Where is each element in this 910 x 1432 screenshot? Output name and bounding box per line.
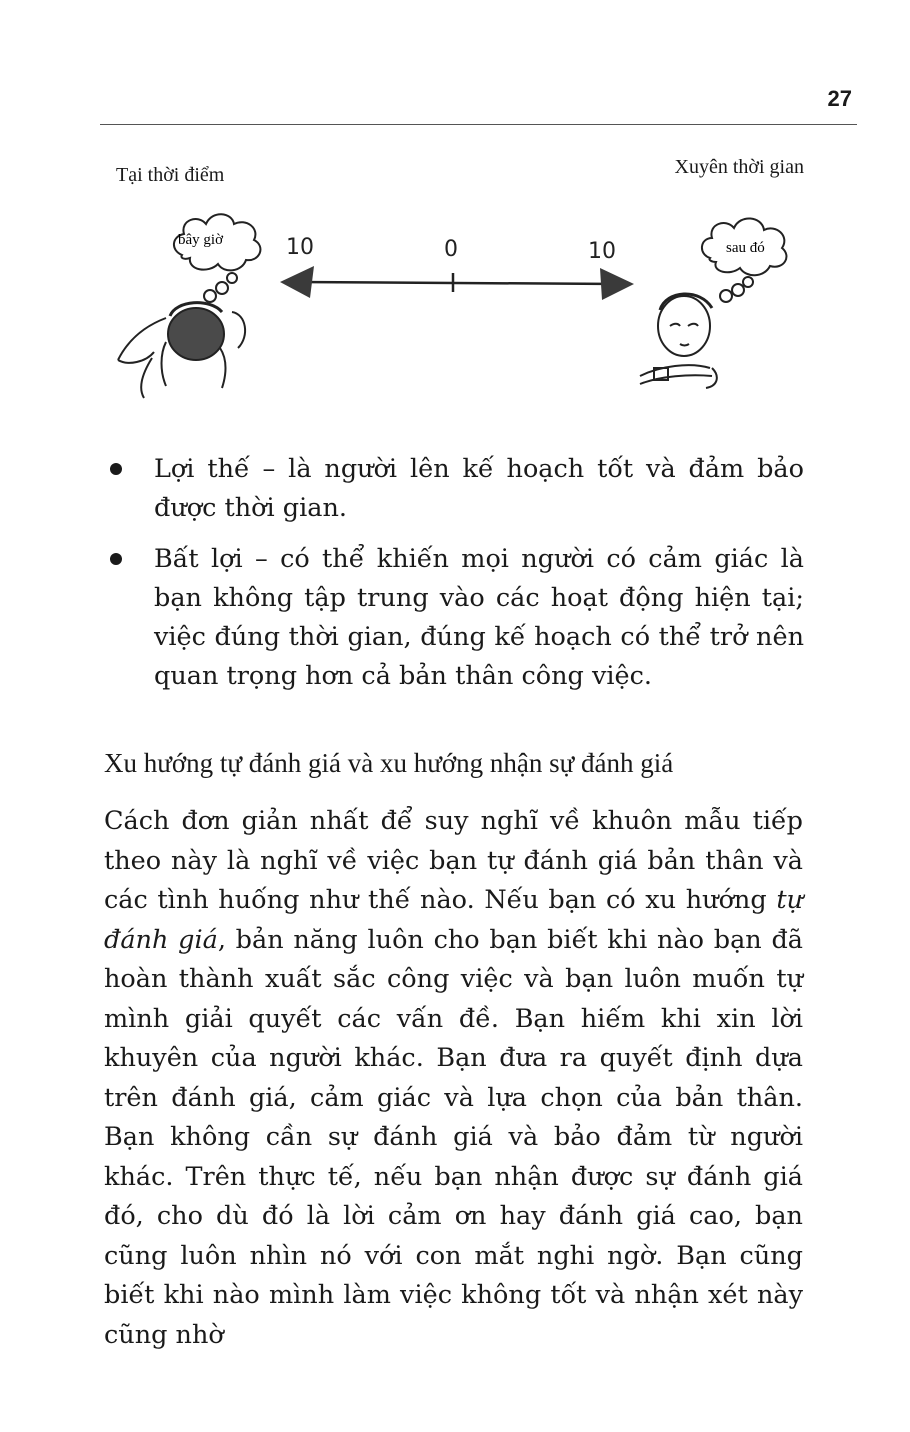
- bullet-text: Bất lợi – có thể khiến mọi người có cảm giác là bạn không tập trung vào các hoạt động hiện tại; việc đúng thời gian, đúng kế hoạch có thể trở nên quan trọng hơn cả bản thân công việc.: [154, 544, 804, 691]
- thought-now: bây giờ: [178, 232, 224, 248]
- scale-label-left: 10: [286, 235, 314, 260]
- bullet-dot: [110, 553, 122, 565]
- scale-label-center: 0: [444, 237, 458, 262]
- paragraph-text-start: Cách đơn giản nhất để suy nghĩ về khuôn mẫu tiếp theo này là nghĩ về việc bạn tự đánh giá bản thân và các tình huống như thế nào. Nếu bạn có xu hướng: [104, 806, 803, 915]
- page-number: 27: [827, 86, 852, 111]
- relaxed-person-drawing: [118, 303, 245, 398]
- bullet-item: [104, 540, 804, 696]
- header-rule: [100, 124, 857, 125]
- bullet-list: [104, 450, 804, 708]
- bullet-dot: [110, 463, 122, 475]
- right-thought-cloud: [702, 218, 787, 302]
- timeline-illustration: [100, 140, 820, 410]
- thought-later: sau đó: [726, 240, 765, 256]
- label-in-time: Tại thời điểm: [116, 164, 225, 186]
- time-scale-arrow: [296, 273, 620, 292]
- body-paragraph: [104, 802, 803, 1355]
- bullet-text: Lợi thế – là người lên kế hoạch tốt và đảm bảo được thời gian.: [154, 454, 804, 523]
- arrowhead-right: [600, 268, 634, 300]
- paragraph-text-end: , bản năng luôn cho bạn biết khi nào bạn đã hoàn thành xuất sắc công việc và bạn luôn muốn tự mình giải quyết các vấn đề. Bạn hiếm khi xin lời khuyên của người khác. Bạn đưa ra quyết định dựa trên đánh giá, cảm giác và lựa chọn của bản thân. Bạn không cần sự đánh giá và bảo đảm từ người khác. Trên thực tế, nếu bạn nhận được sự đánh giá đó, cho dù đó là lời cảm ơn hay đánh giá cao, bạn cũng luôn nhìn nó với con mắt nghi ngờ. Bạn cũng biết khi nào mình làm việc không tốt và nhận xét này cũng nhờ: [104, 924, 803, 1350]
- paragraph-italic-term: tự đánh giá: [104, 885, 803, 955]
- label-through-time: Xuyên thời gian: [674, 156, 804, 178]
- left-thought-cloud: [174, 214, 260, 302]
- arrowhead-left: [280, 266, 314, 298]
- watch-checking-person-drawing: [640, 294, 717, 388]
- section-heading: Xu hướng tự đánh giá và xu hướng nhận sự đánh giá: [104, 748, 674, 778]
- scale-label-right: 10: [588, 239, 616, 264]
- bullet-item: [104, 450, 804, 528]
